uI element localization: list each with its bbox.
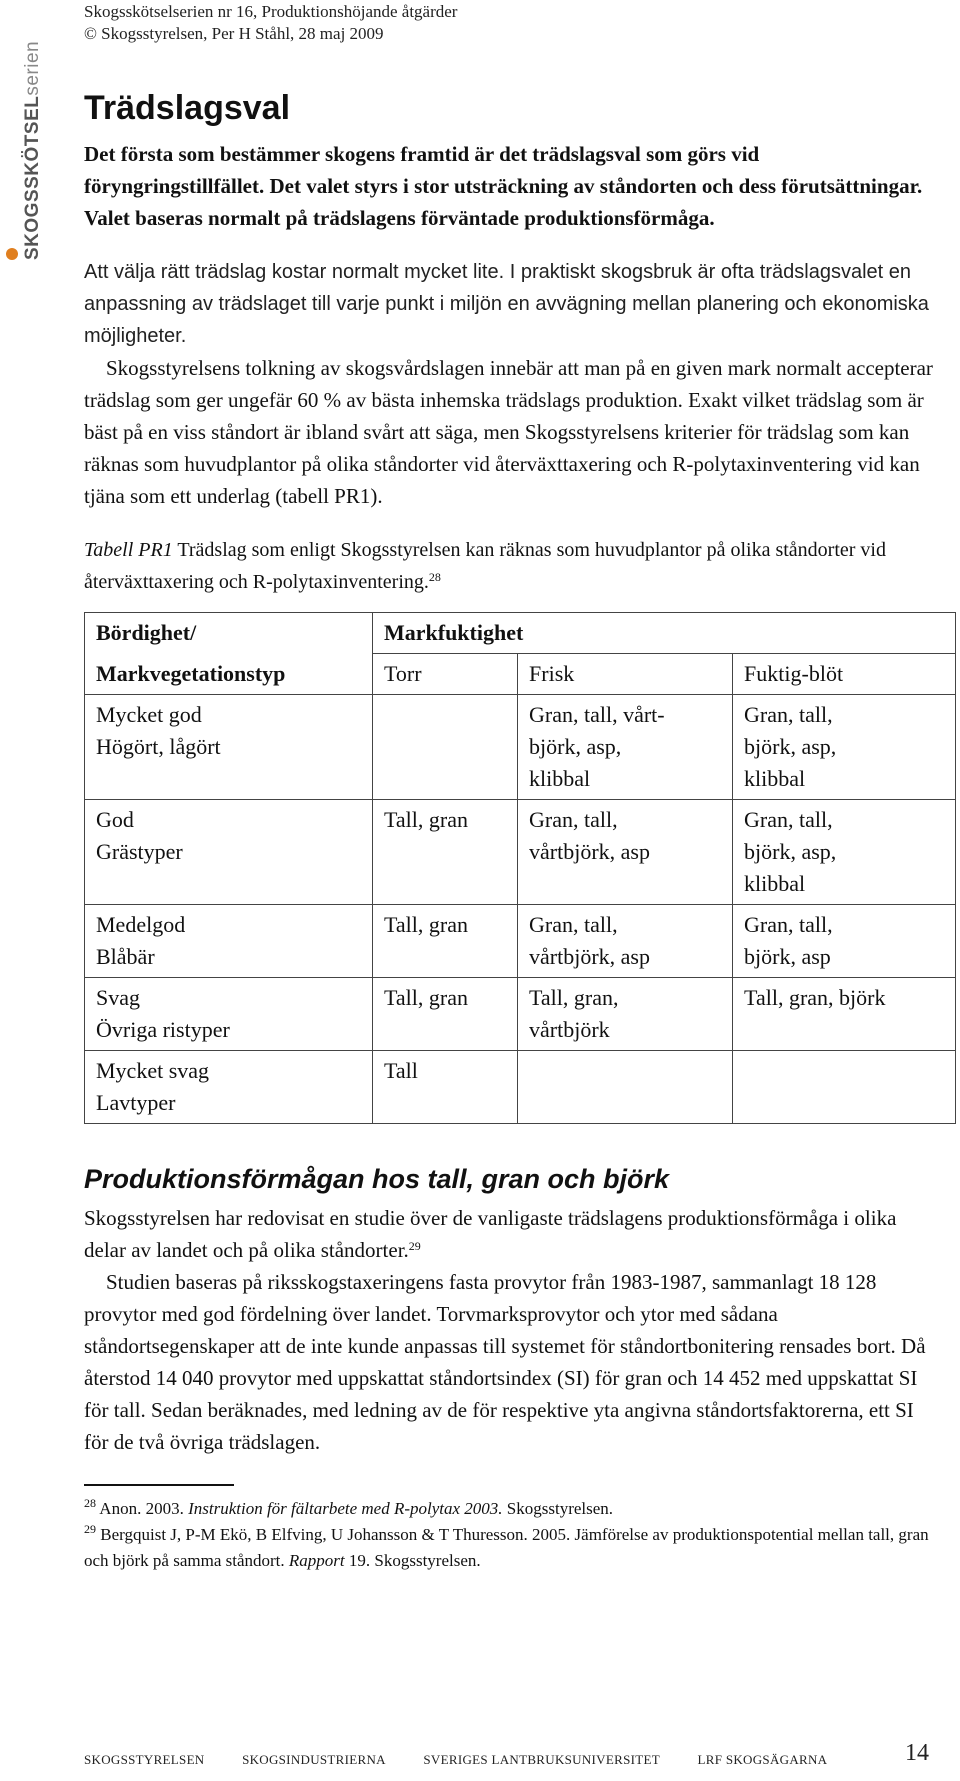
row-label bbox=[85, 978, 373, 1051]
cell-line: Tall bbox=[383, 1058, 418, 1083]
cell-line: Tall, gran bbox=[383, 985, 468, 1010]
cell-line: Blåbär bbox=[96, 944, 155, 969]
cell-line: Övriga ristyper bbox=[96, 1017, 230, 1042]
footer-org: SKOGSINDUSTRIERNA bbox=[242, 1752, 386, 1767]
running-header bbox=[84, 1, 457, 45]
table-cell bbox=[733, 695, 956, 800]
column-header: Fuktig-blöt bbox=[733, 654, 956, 695]
cell-line: Grästyper bbox=[96, 839, 183, 864]
footnote: $^{29}$ Bergquist J, P-M Ekö, B Elfving, U Johansson & T Thuresson. 2005. Jämförelse av produktionspotential mellan tall, gran och björk på samma ståndort. Rapport 19. Skogsstyrelsen. bbox=[84, 1522, 929, 1570]
table-cell bbox=[518, 978, 733, 1051]
cell-line: Medelgod bbox=[96, 912, 186, 937]
page-content bbox=[84, 88, 940, 1574]
footer-org: SVERIGES LANTBRUKSUNIVERSITET bbox=[423, 1752, 660, 1767]
section-title: Trädslagsval bbox=[84, 89, 291, 127]
intro-paragraph: Att välja rätt trädslag kostar normalt mycket lite. I praktiskt skogsbruk är ofta trädslagsvalet en anpassning av trädslaget till varje punkt i miljön en avvägning mellan planering och ekonomiska möjligheter. bbox=[84, 261, 929, 347]
cell-line: vårtbjörk, asp bbox=[529, 944, 650, 969]
cell-line: klibbal bbox=[744, 766, 806, 791]
cell-line: Svag bbox=[96, 985, 140, 1010]
cell-line: björk, asp, bbox=[529, 734, 622, 759]
column-header: Torr bbox=[372, 654, 517, 695]
table-corner-header: Markvegetationstyp bbox=[85, 654, 373, 695]
table-cell bbox=[733, 1051, 956, 1124]
section-title: Produktionsförmågan hos tall, gran och björk bbox=[84, 1164, 670, 1194]
table-cell bbox=[518, 905, 733, 978]
cell-line: Mycket svag bbox=[96, 1058, 210, 1083]
cell-line: vårtbjörk, asp bbox=[529, 839, 650, 864]
table-cell bbox=[518, 695, 733, 800]
logo-dot-icon bbox=[6, 248, 18, 260]
footer-org: LRF SKOGSÄGARNA bbox=[697, 1752, 828, 1767]
header-copyright: © Skogsstyrelsen, Per H Ståhl, 28 maj 2009 bbox=[84, 24, 384, 43]
table-cell bbox=[372, 978, 517, 1051]
cell-line: God bbox=[96, 807, 134, 832]
page-number: 14 bbox=[905, 1740, 929, 1766]
cell-line: Tall, gran, björk bbox=[744, 985, 886, 1010]
table-row bbox=[85, 800, 956, 905]
body-paragraph: Skogsstyrelsens tolkning av skogsvårdslagen innebär att man på en given mark normalt accepterar trädslag som ger ungefär 60 % av bästa inhemska trädslags produktion. Exakt vilket trädslag som är bäst på en viss ståndort är ibland svårt att säga, men Skogsstyrelsens kriterier för trädslag som kan räknas som huvudplantor på olika ståndorter vid återväxttaxering och R-polytaxinventering vid kan tjäna som ett underlag (tabell PR1). bbox=[84, 356, 933, 508]
cell-line: Gran, tall, vårt- bbox=[529, 702, 665, 727]
row-label bbox=[85, 1051, 373, 1124]
column-header: Frisk bbox=[518, 654, 733, 695]
body-paragraph: Skogsstyrelsen har redovisat en studie över de vanligaste trädslagens produktionsförmåga i olika delar av landet och på olika ståndorter.$^{29}$ bbox=[84, 1206, 897, 1262]
cell-line: klibbal bbox=[744, 871, 806, 896]
species-table bbox=[84, 612, 956, 1124]
cell-line: Tall, gran, bbox=[529, 985, 619, 1010]
footnote-rule bbox=[84, 1484, 234, 1486]
table-group-header: Markfuktighet bbox=[372, 613, 955, 654]
cell-line: vårtbjörk bbox=[529, 1017, 610, 1042]
cell-line: Tall, gran bbox=[383, 912, 468, 937]
table-corner-header: Bördighet/ bbox=[85, 613, 373, 654]
page-footer bbox=[84, 1752, 940, 1768]
footer-org: SKOGSSTYRELSEN bbox=[84, 1752, 205, 1767]
table-row bbox=[85, 978, 956, 1051]
cell-line: Tall, gran bbox=[383, 807, 468, 832]
cell-line: björk, asp, bbox=[744, 734, 837, 759]
table-caption: Tabell PR1 Trädslag som enligt Skogsstyrelsen kan räknas som huvudplantor på olika ståndorter vid återväxttaxering och R-polytaxinventering.$^{28}$ bbox=[84, 539, 886, 593]
row-label bbox=[85, 695, 373, 800]
cell-line: Högört, lågört bbox=[96, 734, 221, 759]
cell-line: klibbal bbox=[529, 766, 591, 791]
cell-line: Gran, tall, bbox=[529, 807, 618, 832]
cell-line: Mycket god bbox=[96, 702, 202, 727]
cell-line: björk, asp bbox=[744, 944, 831, 969]
table-cell bbox=[733, 800, 956, 905]
cell-line: björk, asp, bbox=[744, 839, 837, 864]
row-label bbox=[85, 800, 373, 905]
table-cell bbox=[372, 800, 517, 905]
table-row bbox=[85, 1051, 956, 1124]
lead-paragraph: Det första som bestämmer skogens framtid är det trädslagsval som görs vid föryngringstillfället. Det valet styrs i stor utsträckning av ståndorten och dess förutsättningar. Valet baseras normalt på trädslagens förväntade produktionsförmåga. bbox=[84, 142, 923, 230]
series-logo bbox=[0, 30, 43, 260]
cell-line: Gran, tall, bbox=[744, 912, 833, 937]
table-row bbox=[85, 695, 956, 800]
table-cell bbox=[733, 978, 956, 1051]
footnote: $^{28}$ Anon. 2003. Instruktion för fältarbete med R-polytax 2003. Skogsstyrelsen. bbox=[84, 1496, 614, 1518]
table-cell bbox=[372, 695, 517, 800]
table-cell bbox=[372, 905, 517, 978]
series-logo-text: SKOGSSKÖTSELserien bbox=[22, 40, 43, 260]
table-cell bbox=[518, 1051, 733, 1124]
cell-line: Gran, tall, bbox=[744, 807, 833, 832]
table-cell bbox=[518, 800, 733, 905]
footnote-ref: 29 bbox=[408, 1239, 421, 1253]
footnote-ref: 28 bbox=[428, 570, 441, 584]
cell-line: Gran, tall, bbox=[744, 702, 833, 727]
cell-line: Lavtyper bbox=[96, 1090, 176, 1115]
body-paragraph: Studien baseras på riksskogstaxeringens fasta provytor från 1983-1987, sammanlagt 18 128 provytor med god fördelning över landet. Torvmarksprovytor och ytor med sådana ståndortsegenskaper att de inte kunde anpassas till systemet för ståndortbonitering rensades bort. Då återstod 14 040 provytor med uppskattat ståndortsindex (SI) för gran och 14 452 med uppskattat SI för tall. Sedan beräknades, med ledning av de för respektive yta angivna ståndortsfaktorerna, ett SI för de två övriga trädslagen. bbox=[84, 1270, 926, 1454]
row-label bbox=[85, 905, 373, 978]
table-cell bbox=[372, 1051, 517, 1124]
table-cell bbox=[733, 905, 956, 978]
cell-line: Gran, tall, bbox=[529, 912, 618, 937]
header-series: Skogsskötselserien nr 16, Produktionshöjande åtgärder bbox=[84, 2, 458, 21]
table-row bbox=[85, 905, 956, 978]
